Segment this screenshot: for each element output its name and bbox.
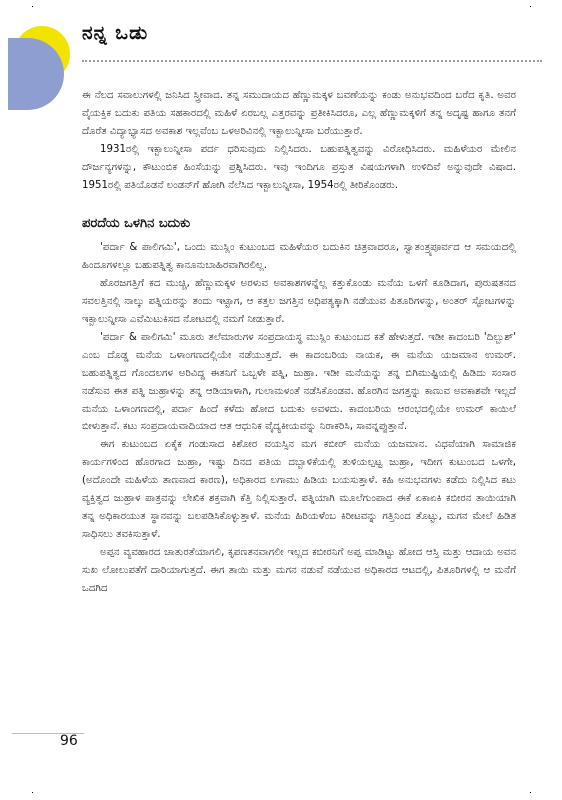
- crop-mark: [32, 6, 33, 7]
- page-body: [82, 87, 516, 597]
- crop-mark: [32, 792, 33, 793]
- paragraph: 'ಪರ್ದಾ & ಪಾಲಿಗಮಿ' ಮೂರು ತಲೆಮಾರುಗಳ ಸಂಪ್ರದಾಯಸ್ಥ ಮುಸ್ಲಿಂ ಕುಟುಂಬದ ಕತೆ ಹೇಳುತ್ತದೆ. ಇಡೀ ಕಾದಂಬರಿ 'ದಿಲ್ಬುಶ್' ಎಂಬ ದೊಡ್ಡ ಮನೆಯ ಒಳಾಂಗಣದಲ್ಲಿಯೇ ನಡೆಯುತ್ತದೆ. ಈ ಕಾದಂಬರಿಯ ನಾಯಕ, ಈ ಮನೆಯ ಯಜಮಾನ ಉಮರ್. ಬಹುಪತ್ನಿತ್ವದ ಗೊಂದಲಗಳ ಅರಿವಿದ್ದ ಈತನಿಗೆ ಒಬ್ಬಳೇ ಪತ್ನಿ, ಜುಹ್ರಾ. ಇಡೀ ಮನೆಯನ್ನು ತನ್ನ ಬಿಗಿಮುಷ್ಟಿಯಲ್ಲಿ ಹಿಡಿದು ಸಂಸಾರ ನಡೆಸುವ ಈತ ಪತ್ನಿ ಜುಹ್ರಾಳನ್ನು ತನ್ನ ಆಡಿಯಾಳಾಗಿ, ಗುಲಾಮಳಂತೆ ನಡೆಸಿಕೊಂಡವ. ಹೊರಗಿನ ಜಗತ್ತನ್ನು ಕಾಣುವ ಅವಕಾಶವೇ ಇಲ್ಲದೆ ಮನೆಯ ಒಳಾಂಗಣದಲ್ಲಿ, ಪರ್ದಾ ಹಿಂದೆ ಕಳೆದು ಹೋದ ಬದುಕು ಅವಳದು. ಕಾದಂಬರಿಯ ಆರಂಭದಲ್ಲಿಯೇ ಉಮರ್ ಕಾಯಿಲೆ ಬೀಳುತ್ತಾನೆ. ಕಟು ಸಂಪ್ರದಾಯವಾದಿಯಾದ ಆತ ಆಧುನಿಕ ವೈದ್ಯಕೀಯವನ್ನು ನಿರಾಕರಿಸಿ, ಸಾವನ್ನಪ್ಪುತ್ತಾನೆ.: [82, 331, 516, 433]
- paragraph: ಈ ನೆಲದ ಸವಾಲುಗಳಲ್ಲಿ ಜನಿಸಿದ ಸ್ತ್ರೀವಾದ. ತನ್ನ ಸಮುದಾಯದ ಹೆಣ್ಣುಮಕ್ಕಳ ಬವಣೆಯನ್ನು ಕಂಡು ಅನುಭವದಿಂದ ಬರೆದ ಕೃತಿ. ಅವರ ವೈಯಕ್ತಿಕ ಬದುಕು ಪತಿಯ ಸಹಕಾರದಲ್ಲಿ ಮಹಿಳೆ ಏರಬಲ್ಲ ಎತ್ತರವನ್ನು ಪ್ರತೀಕಿಸಿದರೂ, ಎಲ್ಲ ಹೆಣ್ಣುಮಕ್ಕಳಿಗೆ ತನ್ನ ಅದೃಷ್ಟ ಹಾಗೂ ತನಗೆ ದೊರೆತ ವಿದ್ಯಾಭ್ಯಾಸದ ಅವಕಾಶ ಇಲ್ಲವೆಂಬ ಒಳಅರಿವಿನಲ್ಲಿ ಇಕ್ಬಾಲುನ್ನೀಸಾ ಬರೆಯುತ್ತಾರೆ.: [82, 90, 516, 137]
- paragraph: ಹೊರಜಗತ್ತಿಗೆ ಕದ ಮುಚ್ಚಿ, ಹೆಣ್ಣುಮಕ್ಕಳ ಅರಳುವ ಅವಕಾಶಗಳನ್ನೆಲ್ಲ ಕತ್ತುಕೊಂಡು ಮನೆಯ ಒಳಗೆ ಕೂಡಿದಾಗ, ಪುರುಷತನದ ಸವಲತ್ತಿನಲ್ಲಿ ನಾಲ್ಕು ಪತ್ನಿಯರನ್ನು ತಂದು ಇಟ್ಟಾಗ, ಆ ಕತ್ತಲ ಜಗತ್ತಿನ ಅಧಿಪತ್ಯಕ್ಕಾಗಿ ನಡೆಯುವ ಪಿತೂರಿಗಳನ್ನು, ಅಂತರ್ ಸ್ಫೋಟಗಳನ್ನು ಇಕ್ಬಾಲುನ್ನೀಸಾ ಎವೆಮಿಟುಕಿಸದ ನೋಟದಲ್ಲಿ ನಮಗೆ ನೀಡುತ್ತಾರೆ.: [82, 278, 516, 325]
- crop-mark: [530, 792, 531, 793]
- crop-mark: [530, 6, 531, 7]
- page-number: 96: [60, 733, 78, 749]
- paragraph: 1931ರಲ್ಲಿ ಇಕ್ಬಾಲುನ್ನೀಸಾ ಪರ್ದ ಧರಿಸುವುದು ನಿಲ್ಲಿಸಿದರು. ಬಹುಪತ್ನಿತ್ವವನ್ನು ವಿರೋಧಿಸಿದರು. ಮಹಿಳೆಯರ ಮೇಲಿನ ದೌರ್ಜನ್ಯಗಳನ್ನು, ಕೌಟುಂಬಿಕ ಹಿಂಸೆಯನ್ನು ಪ್ರಶ್ನಿಸಿದರು. ಇವು ಇಂದಿಗೂ ಪ್ರಸ್ತುತ ವಿಷಯಗಳಾಗಿ ಉಳಿದಿವೆ ಅನ್ನುವುದೇ ವಿಷಾದ. 1951ರಲ್ಲಿ ಪತಿಯೊಡನೆ ಲಂಡನ್‌ಗೆ ಹೋಗಿ ನೆಲೆಸಿದ ಇಕ್ಬಾಲುನ್ನೀಸಾ, 1954ರಲ್ಲಿ ತೀರಿಕೊಂಡರು.: [82, 143, 516, 191]
- paragraph: ಈಗ ಕುಟುಂಬದ ಏಕೈಕ ಗಂಡುಸಾದ ಕಿಶೋರ ವಯಸ್ಸಿನ ಮಗ ಕಬೀರ್ ಮನೆಯ ಯಜಮಾನ. ವಿಧವೆಯಾಗಿ ಸಾಮಾಜಿಕ ಕಾರ್ಯಗಳಿಂದ ಹೊರಗಾದ ಜುಹ್ರಾ, ಇಷ್ಟು ದಿನದ ಪತಿಯ ದಬ್ಬಾಳಿಕೆಯಲ್ಲಿ ತುಳಿಯಲ್ಪಟ್ಟ ಜುಹ್ರಾ, ಇದೀಗ ಕುಟುಂಬದ ಒಳಗೇ, (ಅದೊಂದೇ ಮಹಿಳೆಯ ತಾಣವಾದ ಕಾರಣ), ಅಧಿಕಾರದ ಲಗಾಮು ಹಿಡಿಯ ಬಯಸುತ್ತಾಳೆ. ಕಹಿ ಅನುಭವಗಳು ಕಡೆದು ನಿಲ್ಲಿಸಿದ ಕಟು ವ್ಯಕ್ತಿತ್ವದ ಜುಹ್ರಾಳ ಪಾತ್ರವನ್ನು ಲೇಖಿಕ ಶಕ್ತವಾಗಿ ಕೆತ್ತಿ ನಿಲ್ಲಿಸುತ್ತಾರೆ. ಪತ್ನಿಯಾಗಿ ಮೂಲೆಗುಂಪಾದ ಈಕೆ ಏಕಾಏಕಿ ಕಬೀರನ ತಾಯಿಯಾಗಿ ತನ್ನ ಅಧಿಕಾರಯುತ ಸ್ಥಾನವನ್ನು ಬಲಪಡಿಸಿಕೊಳ್ಳುತ್ತಾಳೆ. ಮನೆಯ ಹಿರಿಯಳೆಂಬ ಕಿರೀಟವನ್ನು ಗತ್ತಿನಿಂದ ತೊಟ್ಟು, ಮಗನ ಮೇಲೆ ಹಿಡಿತ ಸಾಧಿಸಲು ತವಕಿಸುತ್ತಾಳೆ.: [82, 439, 516, 540]
- chapter-title: ನನ್ನ ಒಡು: [82, 22, 149, 44]
- section-heading: ಪರದೆಯ ಒಳಗಿನ ಬದುಕು: [82, 216, 191, 232]
- paragraph: ಅಪ್ಪನ ವ್ಯವಹಾರದ ಚಾತುರತೆಯಾಗಲಿ, ಕೃಪಣತನವಾಗಲೀ ಇಲ್ಲದ ಕಬೀರನಿಗೆ ಅಪ್ಪ ಮಾಡಿಟ್ಟು ಹೋದ ಆಸ್ತಿ ಮತ್ತು ಆದಾಯ ಅವನ ಸುಖ ಲೋಲುಪತೆಗೆ ದಾರಿಯಾಗುತ್ತದೆ. ಈಗ ತಾಯಿ ಮತ್ತು ಮಗನ ನಡುವೆ ನಡೆಯುವ ಅಧಿಕಾರದ ಆಟದಲ್ಲಿ, ಪಿತೂರಿಗಳಲ್ಲಿ ಆ ಮನೆಗೆ ಒದಗಿದ: [82, 546, 516, 594]
- title-dotted-rule: [82, 60, 542, 62]
- paragraph: 'ಪರ್ದಾ & ಪಾಲಿಗಮಿ', ಒಂದು ಮುಸ್ಲಿಂ ಕುಟುಂಬದ ಮಹಿಳೆಯರ ಬದುಕಿನ ಚಿತ್ರವಾದರೂ, ಸ್ವಾತಂತ್ರ್ಯಪೂರ್ವದ ಆ ಸಮಯದಲ್ಲಿ ಹಿಂದೂಗಳಲ್ಲೂ ಬಹುಪತ್ನಿತ್ವ ಕಾನೂನುಬಾಹಿರವಾಗಿರಲಿಲ್ಲ.: [82, 242, 516, 272]
